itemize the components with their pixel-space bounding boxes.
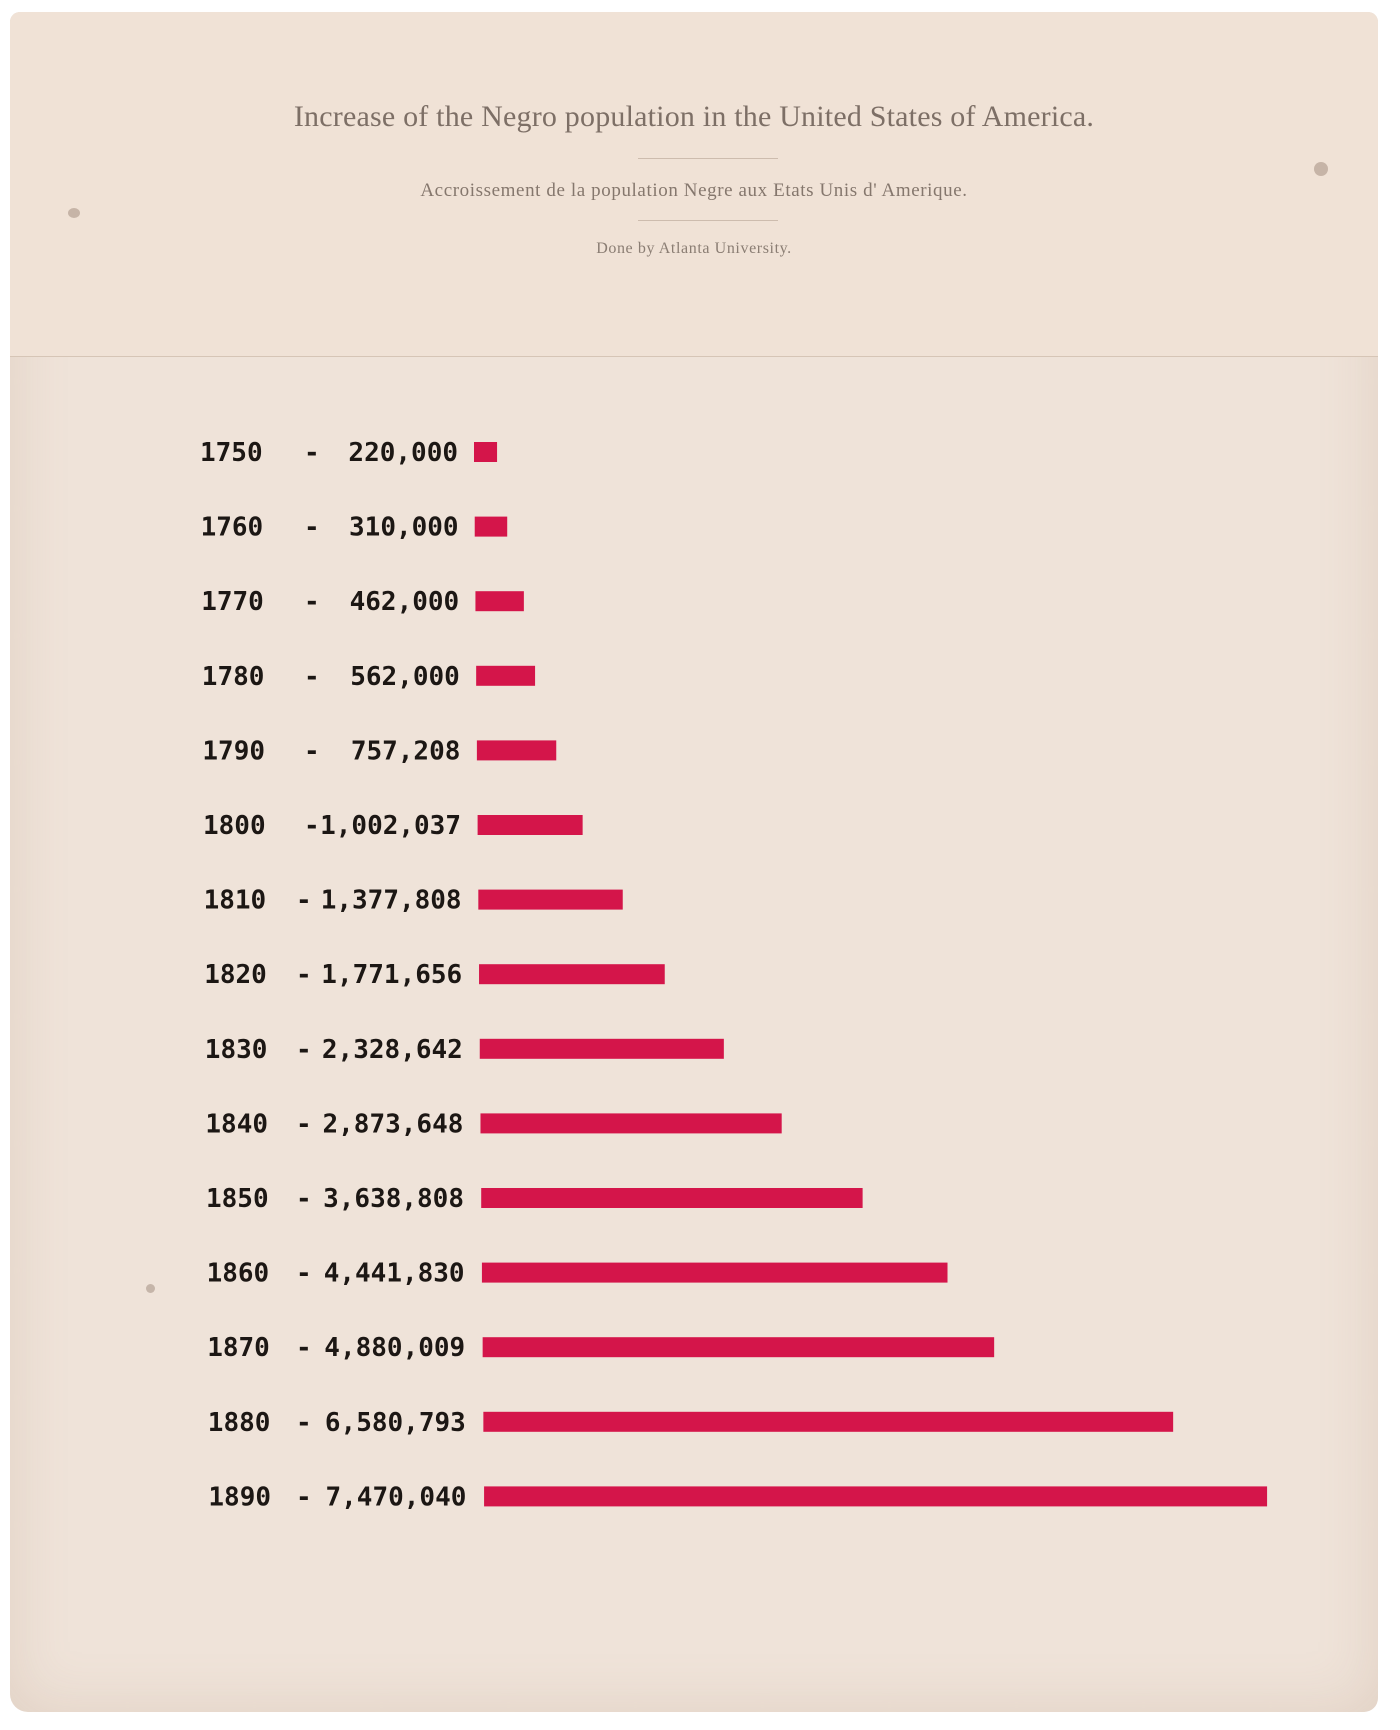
separator-dash: - xyxy=(304,736,320,767)
population-bar xyxy=(477,740,556,760)
population-bar xyxy=(482,1263,948,1283)
year-label: 1770 xyxy=(201,587,264,618)
population-value-label: 3,638,808 xyxy=(323,1184,464,1214)
population-value-label: 462,000 xyxy=(349,587,460,618)
population-value-label: 1,771,656 xyxy=(321,960,463,991)
population-bar xyxy=(480,1039,724,1059)
population-bar xyxy=(484,1486,1267,1506)
population-bar xyxy=(476,666,535,686)
population-bar xyxy=(475,591,523,611)
year-label: 1890 xyxy=(208,1482,272,1513)
population-bar xyxy=(479,964,665,984)
population-bar xyxy=(483,1412,1173,1432)
separator-dash: - xyxy=(296,1109,312,1140)
year-label: 1790 xyxy=(202,736,266,767)
separator-dash: - xyxy=(304,661,320,692)
year-label: 1750 xyxy=(200,438,263,468)
population-bar xyxy=(475,517,507,537)
year-label: 1830 xyxy=(204,1034,268,1065)
population-value-label: 310,000 xyxy=(349,512,459,543)
year-label: 1880 xyxy=(207,1407,271,1438)
population-bar xyxy=(483,1337,995,1357)
separator-dash: - xyxy=(296,885,312,916)
population-bar xyxy=(478,815,583,835)
year-label: 1850 xyxy=(206,1184,269,1214)
year-label: 1820 xyxy=(204,960,267,991)
year-label: 1870 xyxy=(207,1333,270,1364)
separator-dash: - xyxy=(304,811,320,841)
population-bar xyxy=(474,442,497,462)
year-label: 1840 xyxy=(205,1109,269,1140)
year-label: 1810 xyxy=(203,885,267,916)
population-bar xyxy=(478,890,622,910)
separator-dash: - xyxy=(296,1034,312,1065)
population-bar xyxy=(481,1188,862,1208)
separator-dash: - xyxy=(296,1333,312,1364)
page-title: Increase of the Negro population in the United States of America. xyxy=(293,100,1095,133)
population-bar xyxy=(480,1113,781,1133)
year-label: 1860 xyxy=(206,1258,270,1289)
population-value-label: 2,873,648 xyxy=(322,1109,464,1140)
separator-dash: - xyxy=(296,1482,312,1513)
population-value-label: 6,580,793 xyxy=(324,1407,466,1438)
population-value-label: 1,002,037 xyxy=(320,811,461,841)
population-value-label: 562,000 xyxy=(350,661,460,692)
population-value-label: 7,470,040 xyxy=(325,1482,467,1513)
year-label: 1780 xyxy=(201,661,265,692)
separator-dash: - xyxy=(296,1258,312,1289)
page-subtitle: Accroissement de la population Negre aux Etats Unis d' Amerique. xyxy=(420,180,968,201)
year-label: 1760 xyxy=(200,512,264,543)
separator-dash: - xyxy=(296,1407,312,1438)
separator-dash: - xyxy=(304,438,320,468)
separator-dash: - xyxy=(304,512,320,543)
population-value-label: 757,208 xyxy=(350,736,461,767)
separator-dash: - xyxy=(296,960,312,991)
credit-line: Done by Atlanta University. xyxy=(596,240,792,257)
population-value-label: 2,328,642 xyxy=(321,1034,463,1065)
population-value-label: 4,441,830 xyxy=(323,1258,465,1289)
population-value-label: 1,377,808 xyxy=(320,885,462,916)
separator-dash: - xyxy=(304,587,320,618)
population-value-label: 220,000 xyxy=(348,438,458,468)
separator-dash: - xyxy=(296,1184,312,1214)
year-label: 1800 xyxy=(203,811,266,841)
population-value-label: 4,880,009 xyxy=(324,1333,466,1364)
